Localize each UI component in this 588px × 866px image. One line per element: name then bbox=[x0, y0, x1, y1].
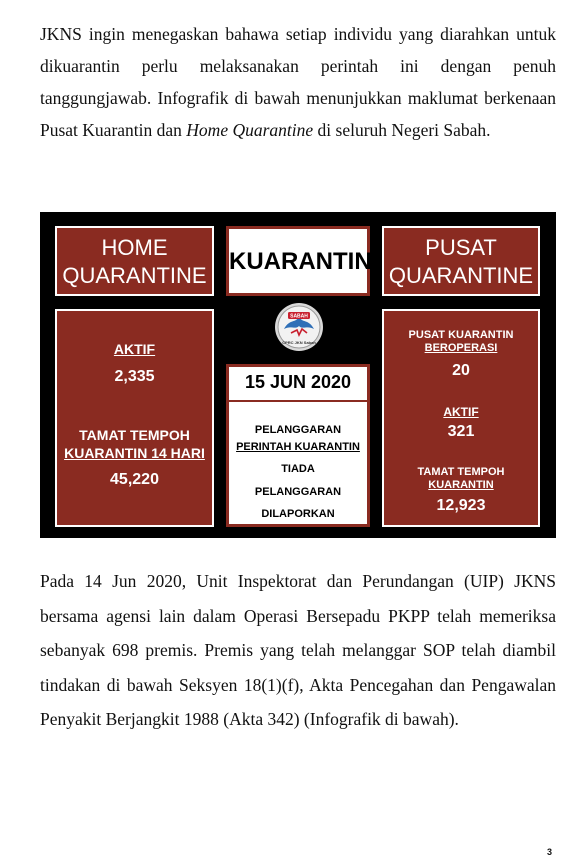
intro-paragraph bbox=[40, 18, 556, 146]
quarantine-infographic bbox=[40, 212, 556, 538]
pelanggaran-line5: DILAPORKAN bbox=[261, 508, 335, 520]
pusat-beroperasi-value: 20 bbox=[452, 362, 470, 379]
cprc-jkn-sabah-logo-icon bbox=[274, 302, 324, 352]
intro-text-2: di seluruh Negeri Sabah. bbox=[313, 120, 491, 140]
date-divider bbox=[229, 400, 367, 402]
home-quarantine-panel bbox=[55, 309, 214, 527]
logo-caption-text: CPRC JKN Sabah bbox=[282, 340, 316, 345]
pusat-aktif-value: 321 bbox=[447, 423, 475, 440]
pusat-tamat-value: 12,923 bbox=[436, 497, 486, 514]
page-number: 3 bbox=[546, 847, 552, 857]
intro-text-italic: Home Quarantine bbox=[186, 120, 314, 140]
home-aktif-label: AKTIF bbox=[113, 341, 156, 357]
kuarantin-header bbox=[226, 226, 370, 296]
pusat-aktif-label: AKTIF bbox=[443, 405, 479, 419]
kuarantin-title: KUARANTIN bbox=[229, 248, 372, 275]
pelanggaran-line1: PELANGGARAN bbox=[254, 424, 342, 436]
home-tamat-label-line2: KUARANTIN 14 HARI bbox=[64, 445, 205, 461]
pusat-tamat-label-line2: KUARANTIN bbox=[428, 479, 494, 491]
pusat-tamat-label-line1: TAMAT TEMPOH bbox=[417, 466, 505, 478]
logo-banner-text: SABAH bbox=[290, 313, 308, 320]
home-tamat-value: 45,220 bbox=[110, 471, 159, 488]
home-quarantine-header bbox=[55, 226, 214, 296]
pusat-quarantine-panel bbox=[382, 309, 540, 527]
pelanggaran-panel bbox=[226, 364, 370, 527]
report-date: 15 JUN 2020 bbox=[244, 372, 352, 392]
pelanggaran-line3: TIADA bbox=[281, 463, 315, 475]
pusat-quarantine-title-line1: PUSAT bbox=[425, 235, 497, 260]
pusat-quarantine-title-line2: QUARANTINE bbox=[388, 263, 534, 288]
uip-paragraph: Pada 14 Jun 2020, Unit Inspektorat dan Perundangan (UIP) JKNS bersama agensi lain dalam Operasi Bersepadu PKPP telah memeriksa sebanyak 698 premis. Premis yang telah melanggar SOP telah diambil tindakan di bawah Seksyen 18(1)(f), Akta Pencegahan dan Pengawalan Penyakit Berjangkit 1988 (Akta 342) (Infografik di bawah). bbox=[40, 571, 556, 729]
pusat-beroperasi-label-line1: PUSAT KUARANTIN bbox=[408, 329, 514, 341]
pusat-quarantine-header bbox=[382, 226, 540, 296]
intro-text-1: JKNS ingin menegaskan bahawa setiap individu yang diarahkan untuk dikuarantin perlu melaksanakan perintah ini dengan penuh tanggungjawab. Infografik di bawah menunjukkan maklumat berkenaan Pusat Kuarantin dan bbox=[40, 24, 556, 140]
pusat-beroperasi-label-line2: BEROPERASI bbox=[424, 342, 498, 354]
pelanggaran-line2: PERINTAH KUARANTIN bbox=[236, 441, 360, 453]
home-quarantine-title-line1: HOME bbox=[101, 235, 168, 260]
pelanggaran-line4: PELANGGARAN bbox=[254, 486, 342, 498]
home-aktif-value: 2,335 bbox=[114, 368, 155, 385]
home-quarantine-title-line2: QUARANTINE bbox=[62, 263, 207, 288]
home-tamat-label-line1: TAMAT TEMPOH bbox=[79, 427, 190, 443]
